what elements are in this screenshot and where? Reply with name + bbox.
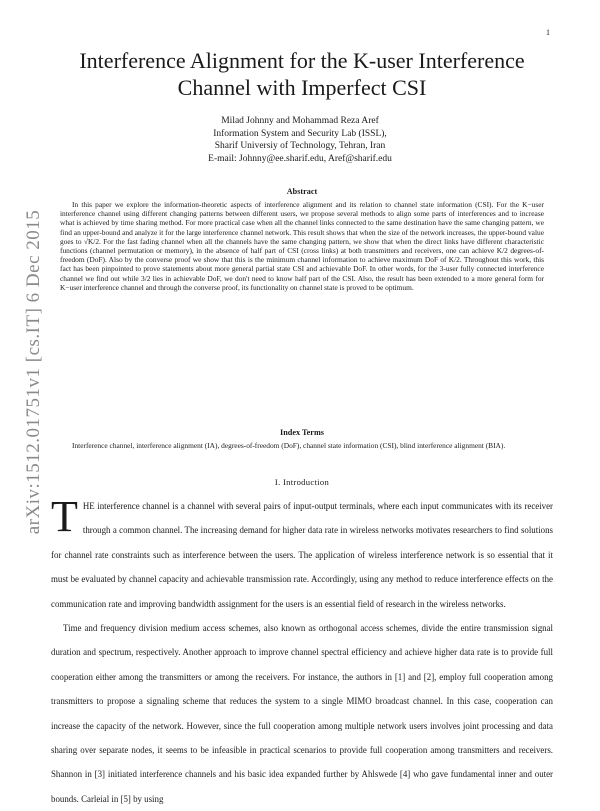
page-number: 1 [546,28,550,37]
author-email[interactable]: E-mail: Johnny@ee.sharif.edu, Aref@sharif.edu [208,153,392,164]
section-heading: I. Introduction [274,477,330,487]
affiliation: Information System and Security Lab (ISSL), [213,128,387,139]
intro-paragraph-1-text: HE interference channel is a channel with several pairs of input-output terminals, where each input communicates with its receiver through a common channel. The increasing demand for higher data rate in wireless networks motivates researchers to find solutions for channel rate constraints such as interference between the users. The application of wireless interference network is so essential that it must be evaluated by channel capacity and achievable transmission rate. Accordingly, using any method to reduce interference effects on the communication rate and improving bandwidth assignment for the users is an essential field of research in the wireless networks. [51,501,553,609]
author-names: Milad Johnny and Mohammad Reza Aref [221,116,379,126]
arxiv-identifier[interactable]: arXiv:1512.01751v1 [cs.IT] 6 Dec 2015 [23,209,44,535]
intro-paragraph-2: Time and frequency division medium access schemes, also known as orthogonal access schemes, divide the entire transmission signal duration and spectrum, respectively. Another approach to improve channel spectral efficiency and achieve higher data rate is to provide full cooperation either among the transmitters or among the receivers. For instance, the authors in [1] and [2], employ full cooperation among transmitters to propose a signaling scheme that reduces the system to a single MIMO broadcast channel. In this case, cooperation can increase the capacity of the network. However, since the full cooperation among multiple network users involves joint processing and data sharing over separate nodes, it seems to be infeasible in practical scenarios to provide full cooperation among transmitters and receivers. Shannon in [3] initiated interference channels and his basic idea expanded further by Ahlswede [4] who gave fundamental inner and outer bounds. Carleial in [5] by using [51,623,553,804]
drop-cap: T [51,492,78,541]
body-text [51,494,553,811]
abstract-text: In this paper we explore the information-theoretic aspects of interference alignment and its relation to channel state information (CSI). For the K−user interference channel using different changing patterns between different users, we propose several methods to align some parts of interferences and to increase what is achieved by time sharing method. For more practical case when all the channel links connected to the same destination have the same changing pattern, we find an upper-bound and analyze it for the large interference channel network. This result shows that when the size of the network increases, the upper-bound value goes to √K/2. For the fast fading channel when all the channels have the same changing pattern, we show that when the direct links have different characteristic functions (channel permutation or memory), in the absence of half part of CSI (cross links) at both transmitters and receivers, one can achieve K/2 degrees-of-freedom (DoF). Also by the converse proof we show that this is the minimum channel information to achieve maximum DoF of K/2. Throughout this work, this fact has been pinpointed to prove statements about more general partial state CSI and achievable DoF. In other words, for the 3-user fully connected interference channel we find out while 3/2 lies in achievable DoF, we don't need to know half part of the CSI. Also, the result has been extended to a more general form for K−user interference channel and through the converse proof, its functionality on channel state is proved to be optimum. [60,200,544,292]
intro-paragraph-1 [51,494,553,616]
index-terms-text: Interference channel, interference alignment (IA), degrees-of-freedom (DoF), channel state information (CSI), blind interference alignment (BIA). [72,441,506,450]
abstract-heading: Abstract [286,187,318,196]
author-block [100,115,500,165]
paper-title: Interference Alignment for the K-user Interference Channel with Imperfect CSI [79,48,525,100]
institution: Sharif Universiy of Technology, Tehran, Iran [214,141,386,151]
index-terms-heading: Index Terms [280,428,324,437]
